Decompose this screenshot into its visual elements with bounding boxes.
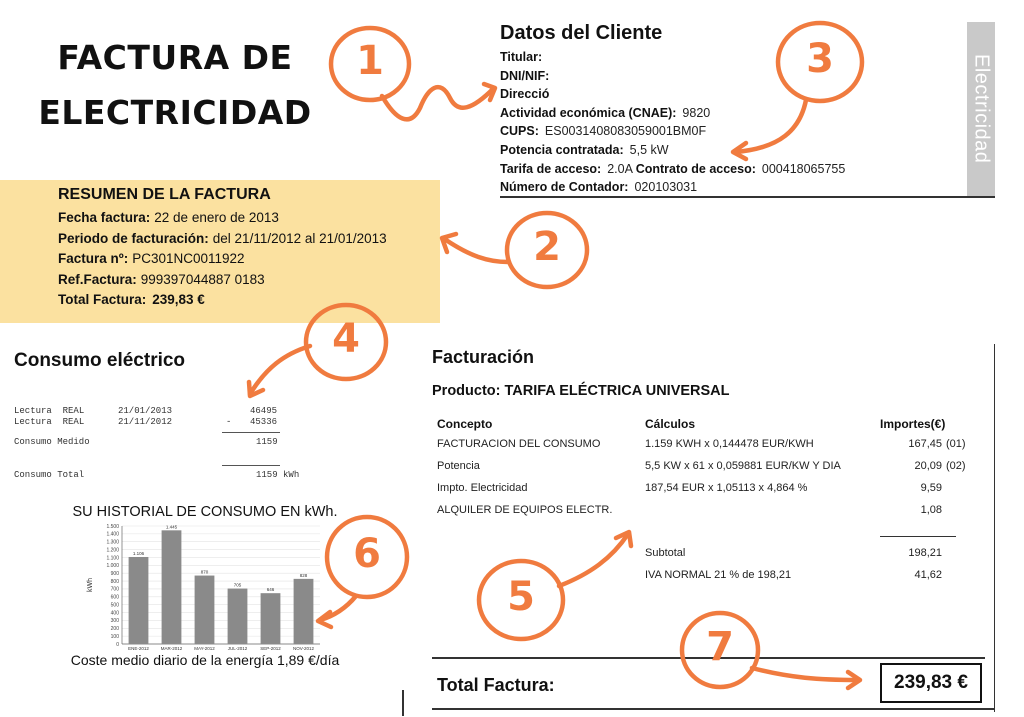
lectura-2-fecha: 21/11/2012 <box>118 417 173 427</box>
lectura-2-signo: - <box>226 417 232 427</box>
bar-value-label: 705 <box>233 582 242 588</box>
annotation-arrowhead-1 <box>484 84 495 100</box>
annotation-arrow-2 <box>446 240 508 262</box>
x-tick-label: NOV-2012 <box>292 646 315 651</box>
lectura-row-1: Lectura REAL <box>14 406 85 416</box>
y-tick-label: 400 <box>110 610 119 617</box>
lectura-row-2: Lectura REAL <box>14 417 85 427</box>
coste-medio: Coste medio diario de la energía 1,89 €/día <box>70 652 340 668</box>
contrato-value: 000418065755 <box>761 161 846 176</box>
annotation-arrow-1 <box>382 87 494 119</box>
lectura-1-fecha: 21/01/2013 <box>118 406 173 416</box>
electricidad-band-label: Electricidad <box>970 54 993 164</box>
consumo-total-label: Consumo Total <box>14 470 85 480</box>
row-2-importe: 20,09 <box>914 460 942 472</box>
y-tick-label: 1.200 <box>106 547 119 554</box>
annotation-number-6: 6 <box>353 531 381 577</box>
bottom-divider <box>432 708 995 710</box>
producto-label: Producto: TARIFA ELÉCTRICA UNIVERSAL <box>432 383 730 399</box>
bar-nov-2012 <box>294 579 314 644</box>
lectura-2-valor: 45336 <box>250 417 278 427</box>
y-tick-label: 0 <box>116 641 119 648</box>
cliente-row-cnae: Actividad económica (CNAE): 9820 <box>500 105 711 120</box>
y-tick-label: 1.300 <box>106 539 119 546</box>
y-tick-label: 200 <box>110 626 119 633</box>
consumo-medido-valor: 1159 <box>256 437 278 447</box>
iva-label: IVA NORMAL 21 % de 198,21 <box>645 569 792 581</box>
y-tick-label: 100 <box>110 633 119 640</box>
resumen-row-total: Total Factura: 239,83 € <box>58 292 205 308</box>
x-tick-label: ENE-2012 <box>128 646 149 651</box>
row-1-calculo: 1.159 KWH x 0,144478 EUR/KWH <box>645 438 814 450</box>
y-tick-label: 1.000 <box>106 563 119 570</box>
contrato-label: Contrato de acceso: <box>635 161 756 176</box>
row-1-concepto: FACTURACION DEL CONSUMO <box>437 438 601 450</box>
cliente-row-tarifa: Tarifa de acceso: 2.0A Contrato de acceso: 000418065755 <box>500 161 846 176</box>
consumo-total-valor: 1159 kWh <box>256 470 300 480</box>
bar-sep-2012 <box>261 593 281 644</box>
historial-chart <box>80 520 330 656</box>
cliente-row-contador: Número de Contador: 020103031 <box>500 180 698 195</box>
row-1-nota: (01) <box>946 438 966 450</box>
total-factura-label: Total Factura: <box>437 675 555 695</box>
datos-cliente-title: Datos del Cliente <box>500 22 663 44</box>
bar-value-label: 1.106 <box>132 550 145 556</box>
header-concepto: Concepto <box>437 417 493 431</box>
subtotal-divider <box>880 536 956 537</box>
left-edge-tick <box>402 690 404 716</box>
x-tick-label: MAR-2012 <box>160 646 183 651</box>
consumo-medido-label: Consumo Medido <box>14 437 90 447</box>
resumen-row-periodo: Periodo de facturación: del 21/11/2012 al 21/01/2013 <box>58 230 387 246</box>
x-tick-label: SEP-2012 <box>260 646 281 651</box>
y-tick-label: 1.100 <box>106 555 119 562</box>
row-3-concepto: Impto. Electricidad <box>437 482 528 494</box>
main-title-line-2: ELECTRICIDAD <box>38 93 312 132</box>
annotation-number-1: 1 <box>356 38 384 84</box>
header-calculos: Cálculos <box>645 417 696 431</box>
iva-value: 41,62 <box>914 569 942 581</box>
consumo-title: Consumo eléctrico <box>14 350 186 371</box>
facturacion-title: Facturación <box>432 347 535 367</box>
y-tick-label: 1.400 <box>106 531 119 538</box>
lectura-divider-1 <box>222 432 280 433</box>
cliente-row-dni: DNI/NIF: <box>500 68 550 83</box>
electricidad-band <box>967 22 995 196</box>
cliente-row-cups: CUPS: ES0031408083059001BM0F <box>500 124 707 139</box>
annotation-arrow-4 <box>250 346 310 394</box>
bar-may-2012 <box>195 576 215 644</box>
annotation-number-3: 3 <box>806 36 834 82</box>
row-3-importe: 9,59 <box>920 482 942 494</box>
datos-cliente-section <box>500 22 970 197</box>
y-tick-label: 800 <box>110 578 119 585</box>
resumen-row-fecha: Fecha factura: 22 de enero de 2013 <box>58 210 279 225</box>
row-2-nota: (02) <box>946 460 966 472</box>
annotation-number-5: 5 <box>507 574 535 620</box>
resumen-title: RESUMEN DE LA FACTURA <box>58 186 271 203</box>
bar-value-label: 828 <box>299 572 308 578</box>
bar-mar-2012 <box>162 530 182 644</box>
y-tick-label: 900 <box>110 571 119 577</box>
main-title-line-1: FACTURA DE <box>57 38 293 77</box>
total-factura-value: 239,83 € <box>880 663 982 703</box>
resumen-row-ref: Ref.Factura: 999397044887 0183 <box>58 271 265 287</box>
bar-ene-2012 <box>129 557 149 644</box>
subtotal-value: 198,21 <box>908 547 942 559</box>
annotation-number-7: 7 <box>706 624 734 670</box>
y-tick-label: 700 <box>110 586 119 593</box>
historial-title: SU HISTORIAL DE CONSUMO EN kWh. <box>72 504 338 520</box>
resumen-factura-section <box>58 186 438 311</box>
bar-value-label: 870 <box>200 569 209 575</box>
cliente-divider <box>500 196 995 198</box>
annotation-arrowhead-2 <box>442 234 456 252</box>
lectura-divider-2 <box>222 465 280 466</box>
annotation-number-4: 4 <box>332 316 360 362</box>
annotation-number-2: 2 <box>533 224 561 270</box>
y-tick-label: 300 <box>110 618 119 625</box>
row-2-calculo: 5,5 KW x 61 x 0,059881 EUR/KW Y DIA <box>645 460 841 472</box>
y-axis-label: kWh <box>87 578 94 592</box>
x-tick-label: MAY-2012 <box>194 646 215 651</box>
row-1-importe: 167,45 <box>908 438 942 450</box>
resumen-row-factura-num: Factura nº: PC301NC0011922 <box>58 251 245 267</box>
y-tick-label: 500 <box>110 602 119 609</box>
row-4-concepto: ALQUILER DE EQUIPOS ELECTR. <box>437 504 613 516</box>
row-4-importe: 1,08 <box>920 504 942 516</box>
lectura-1-valor: 46495 <box>250 406 278 416</box>
subtotal-label: Subtotal <box>645 547 686 559</box>
cliente-row-potencia: Potencia contratada: 5,5 kW <box>500 142 669 157</box>
x-tick-label: JUL-2012 <box>227 646 248 651</box>
row-2-concepto: Potencia <box>437 460 480 472</box>
cliente-row-titular: Titular: <box>500 50 543 64</box>
cliente-row-direccion: Direcció <box>500 87 550 102</box>
bar-value-label: 646 <box>266 587 275 593</box>
row-3-calculo: 187,54 EUR x 1,05113 x 4,864 % <box>645 482 808 494</box>
annotation-arrowhead-4 <box>249 382 263 396</box>
bar-jul-2012 <box>228 589 248 644</box>
y-tick-label: 600 <box>110 594 119 601</box>
y-tick-label: 1.500 <box>106 523 119 530</box>
bar-value-label: 1.445 <box>165 524 178 530</box>
header-importes: Importes(€) <box>880 417 946 431</box>
main-title <box>30 30 320 140</box>
